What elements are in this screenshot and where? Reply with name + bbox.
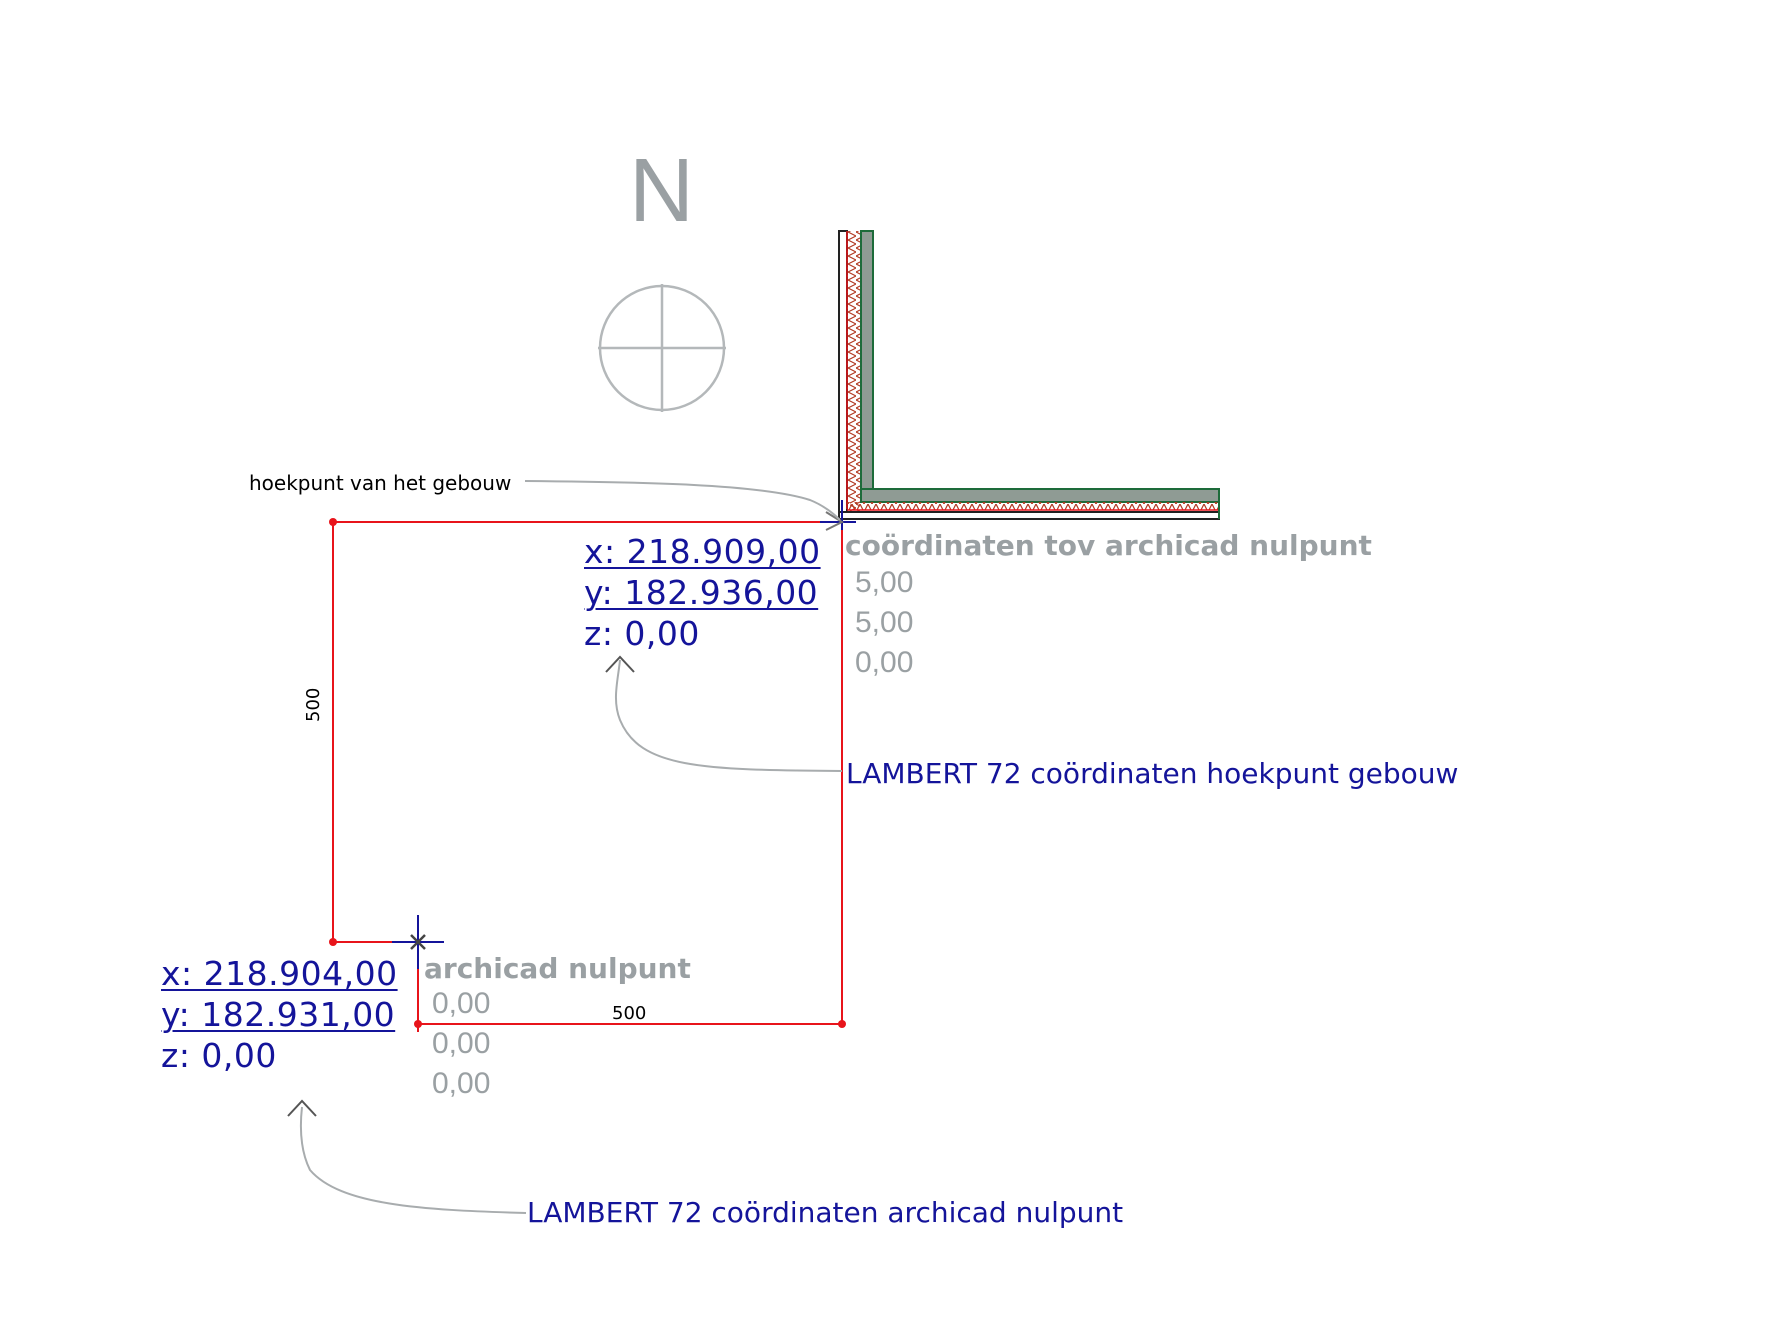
north-arrow-symbol (598, 284, 726, 412)
relative-z-value: 0,00 (855, 646, 914, 679)
corner-label-leader (525, 481, 840, 520)
building-wall (839, 231, 1219, 519)
corner-y-coordinate: y: 182.936,00 (584, 573, 819, 612)
origin-lambert-note: LAMBERT 72 coördinaten archicad nulpunt (527, 1196, 1124, 1229)
vertical-dimension-label: 500 (303, 687, 324, 722)
origin-x-value: 0,00 (432, 987, 491, 1020)
relative-coordinates-title: coördinaten tov archicad nulpunt (845, 529, 1372, 562)
corner-z-coordinate: z: 0,00 (584, 614, 700, 653)
origin-x-coordinate: x: 218.904,00 (161, 954, 398, 993)
relative-x-value: 5,00 (855, 566, 914, 599)
corner-lambert-note: LAMBERT 72 coördinaten hoekpunt gebouw (846, 757, 1459, 790)
origin-title: archicad nulpunt (424, 952, 691, 985)
origin-y-coordinate: y: 182.931,00 (161, 995, 396, 1034)
north-label: N (629, 141, 694, 241)
origin-note-leader (301, 1107, 526, 1213)
corner-note-leader (616, 660, 842, 771)
origin-y-value: 0,00 (432, 1027, 491, 1060)
corner-x-coordinate: x: 218.909,00 (584, 532, 821, 571)
horizontal-dimension-label: 500 (612, 1003, 647, 1024)
corner-label: hoekpunt van het gebouw (249, 471, 512, 495)
origin-z-coordinate: z: 0,00 (161, 1036, 277, 1075)
origin-z-value: 0,00 (432, 1067, 491, 1100)
relative-y-value: 5,00 (855, 606, 914, 639)
